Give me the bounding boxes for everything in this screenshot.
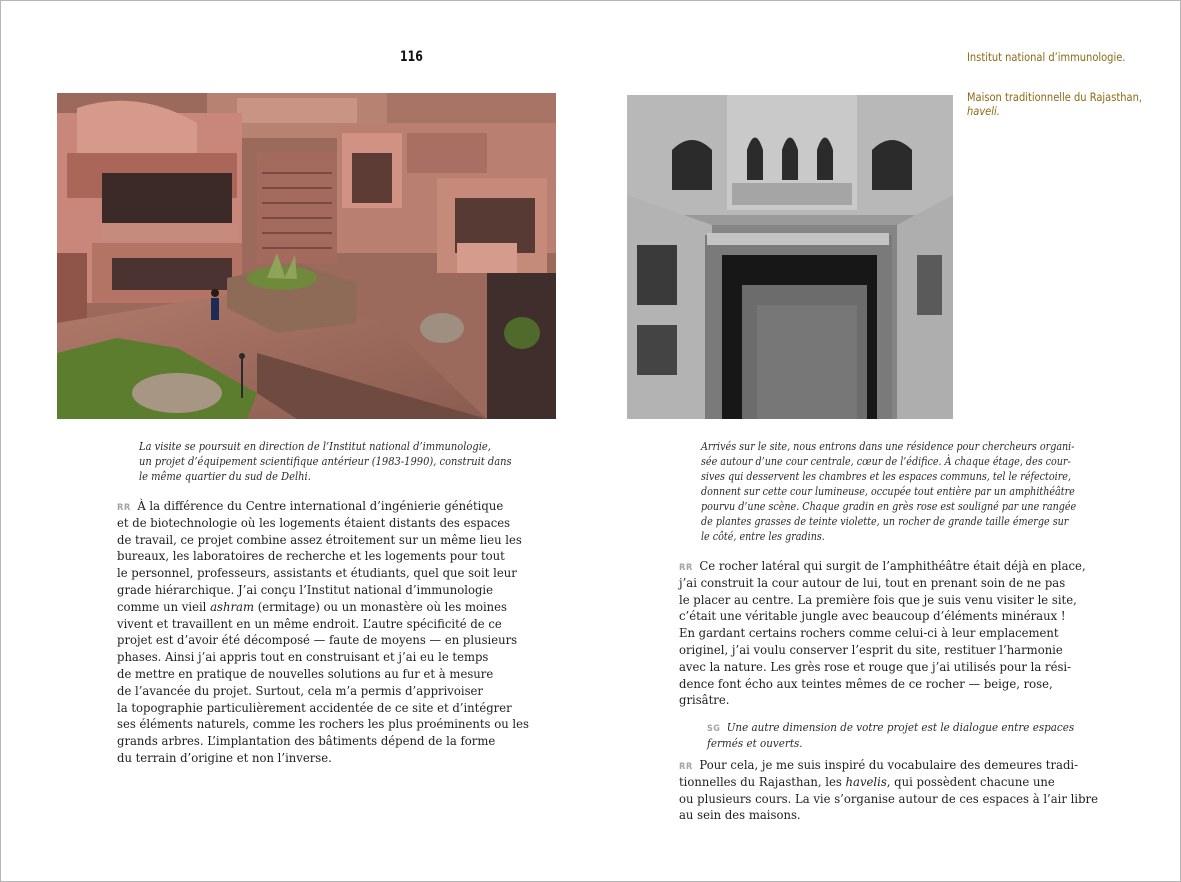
- question-line: fermés et ouverts.: [707, 736, 803, 750]
- photo-institute-illustration: [57, 93, 556, 419]
- photo-institute-immunology: [57, 93, 556, 419]
- paragraph-line: Pour cela, je me suis inspiré du vocabulaire des demeures tradi-: [699, 757, 1079, 772]
- paragraph-line: avec la nature. Les grès rose et rouge que j’ai utilisés pour la rési-: [679, 658, 1072, 674]
- paragraph-line: ses éléments naturels, comme les rochers les plus proéminents ou les: [117, 716, 529, 732]
- paragraph-line-part: comme un vieil: [117, 598, 211, 614]
- paragraph-left: [117, 498, 529, 767]
- paragraph-line-part: (ermitage) ou un monastère où les moines: [254, 598, 508, 614]
- paragraph-line-part: tionnelles du Rajasthan, les: [679, 773, 846, 789]
- paragraph-line: projet est d’avoir été décomposé — faute de moyens — en plusieurs: [117, 632, 518, 648]
- caption-right-line: pourvu d’une scène. Chaque gradin en grès rose est souligné par une rangée: [701, 500, 1077, 513]
- paragraph-line: au sein des maisons.: [679, 807, 801, 823]
- paragraph-line: c’était une véritable jungle avec beaucoup d’éléments minéraux !: [679, 608, 1066, 624]
- paragraph-line: grisâtre.: [679, 692, 730, 708]
- paragraph-line: phases. Ainsi j’ai appris tout en construisant et j’ai eu le temps: [117, 649, 489, 665]
- paragraph-line: j’ai construit la cour autour de lui, tout en prenant soin de ne pas: [679, 574, 1066, 590]
- caption-left-line: le même quartier du sud de Delhi.: [139, 470, 311, 483]
- paragraph-line: À la différence du Centre international d’ingénierie génétique: [137, 498, 504, 513]
- paragraph-line: ou plusieurs cours. La vie s’organise autour de ces espaces à l’air libre: [679, 790, 1098, 806]
- caption-left: [139, 439, 512, 484]
- caption-right-line: sée autour d’une cour centrale, cœur de l’édifice. À chaque étage, des cour-: [701, 455, 1071, 468]
- page-number: 116: [400, 49, 423, 65]
- paragraph-line: dence font écho aux teintes mêmes de ce rocher — beige, rose,: [679, 675, 1053, 691]
- speaker-tag-sg: SG: [707, 724, 721, 734]
- side-caption-institute: Institut national d’immunologie.: [967, 50, 1126, 64]
- speaker-tag-rr: RR: [117, 503, 131, 513]
- caption-left-line: un projet d’équipement scientifique antérieur (1983-1990), construit dans: [139, 455, 512, 468]
- interviewer-question: [707, 719, 1074, 751]
- paragraph-line: originel, j’ai voulu conserver l’esprit du site, restituer l’harmonie: [679, 641, 1063, 657]
- term-havelis: havelis: [845, 773, 887, 789]
- paragraph-line-part: , qui possèdent chacune une: [886, 773, 1055, 789]
- paragraph-line: de mettre en pratique de nouvelles solutions au fur et à mesure: [117, 665, 494, 681]
- photo-haveli-illustration: [627, 95, 953, 419]
- paragraph-right-2: [679, 757, 1098, 824]
- caption-right: [701, 439, 1076, 544]
- paragraph-line: vivent et travaillent en un même endroit. L’autre spécificité de ce: [117, 615, 502, 631]
- paragraph-line: En gardant certains rochers comme celui-ci à leur emplacement: [679, 625, 1059, 641]
- paragraph-line: du terrain d’origine et non l’inverse.: [117, 749, 332, 765]
- side-caption-haveli-line1: Maison traditionnelle du Rajasthan,: [967, 90, 1142, 104]
- caption-right-line: le côté, entre les gradins.: [701, 530, 825, 543]
- paragraph-line: Ce rocher latéral qui surgit de l’amphithéâtre était déjà en place,: [699, 558, 1086, 573]
- paragraph-line: le personnel, professeurs, assistants et étudiants, quel que soit leur: [117, 565, 517, 581]
- question-line: Une autre dimension de votre projet est le dialogue entre espaces: [726, 720, 1075, 734]
- paragraph-line: et de biotechnologie où les logements étaient distants des espaces: [117, 514, 511, 530]
- paragraph-right-1: [679, 558, 1086, 709]
- paragraph-line: grands arbres. L’implantation des bâtiments dépend de la forme: [117, 733, 496, 749]
- term-ashram: ashram: [210, 598, 255, 614]
- speaker-tag-rr: RR: [679, 563, 693, 573]
- caption-right-line: sives qui desservent les chambres et les espaces communs, tel le réfectoire,: [701, 470, 1071, 483]
- side-caption-haveli-line2: haveli.: [967, 104, 1000, 118]
- paragraph-line: la topographie particulièrement accidentée de ce site et d’intégrer: [117, 699, 512, 715]
- paragraph-line: bureaux, les laboratoires de recherche et les logements pour tout: [117, 548, 505, 564]
- paragraph-line: de travail, ce projet combine assez étroitement sur un même lieu les: [117, 531, 522, 547]
- caption-right-line: Arrivés sur le site, nous entrons dans une résidence pour chercheurs organi-: [701, 440, 1075, 453]
- paragraph-line: le placer au centre. La première fois que je suis venu visiter le site,: [679, 591, 1077, 607]
- caption-left-line: La visite se poursuit en direction de l’Institut national d’immunologie,: [139, 440, 491, 453]
- speaker-tag-rr: RR: [679, 762, 693, 772]
- photo-haveli-courtyard: [627, 95, 953, 419]
- caption-right-line: de plantes grasses de teinte violette, un rocher de grande taille émerge sur: [701, 515, 1069, 528]
- side-caption-haveli: [967, 90, 1142, 118]
- paragraph-line: de l’avancée du projet. Surtout, cela m’a permis d’apprivoiser: [117, 682, 483, 698]
- caption-right-line: donnent sur cette cour lumineuse, occupée tout entière par un amphithéâtre: [701, 485, 1075, 498]
- paragraph-line: grade hiérarchique. J’ai conçu l’Institut national d’immunologie: [117, 581, 494, 597]
